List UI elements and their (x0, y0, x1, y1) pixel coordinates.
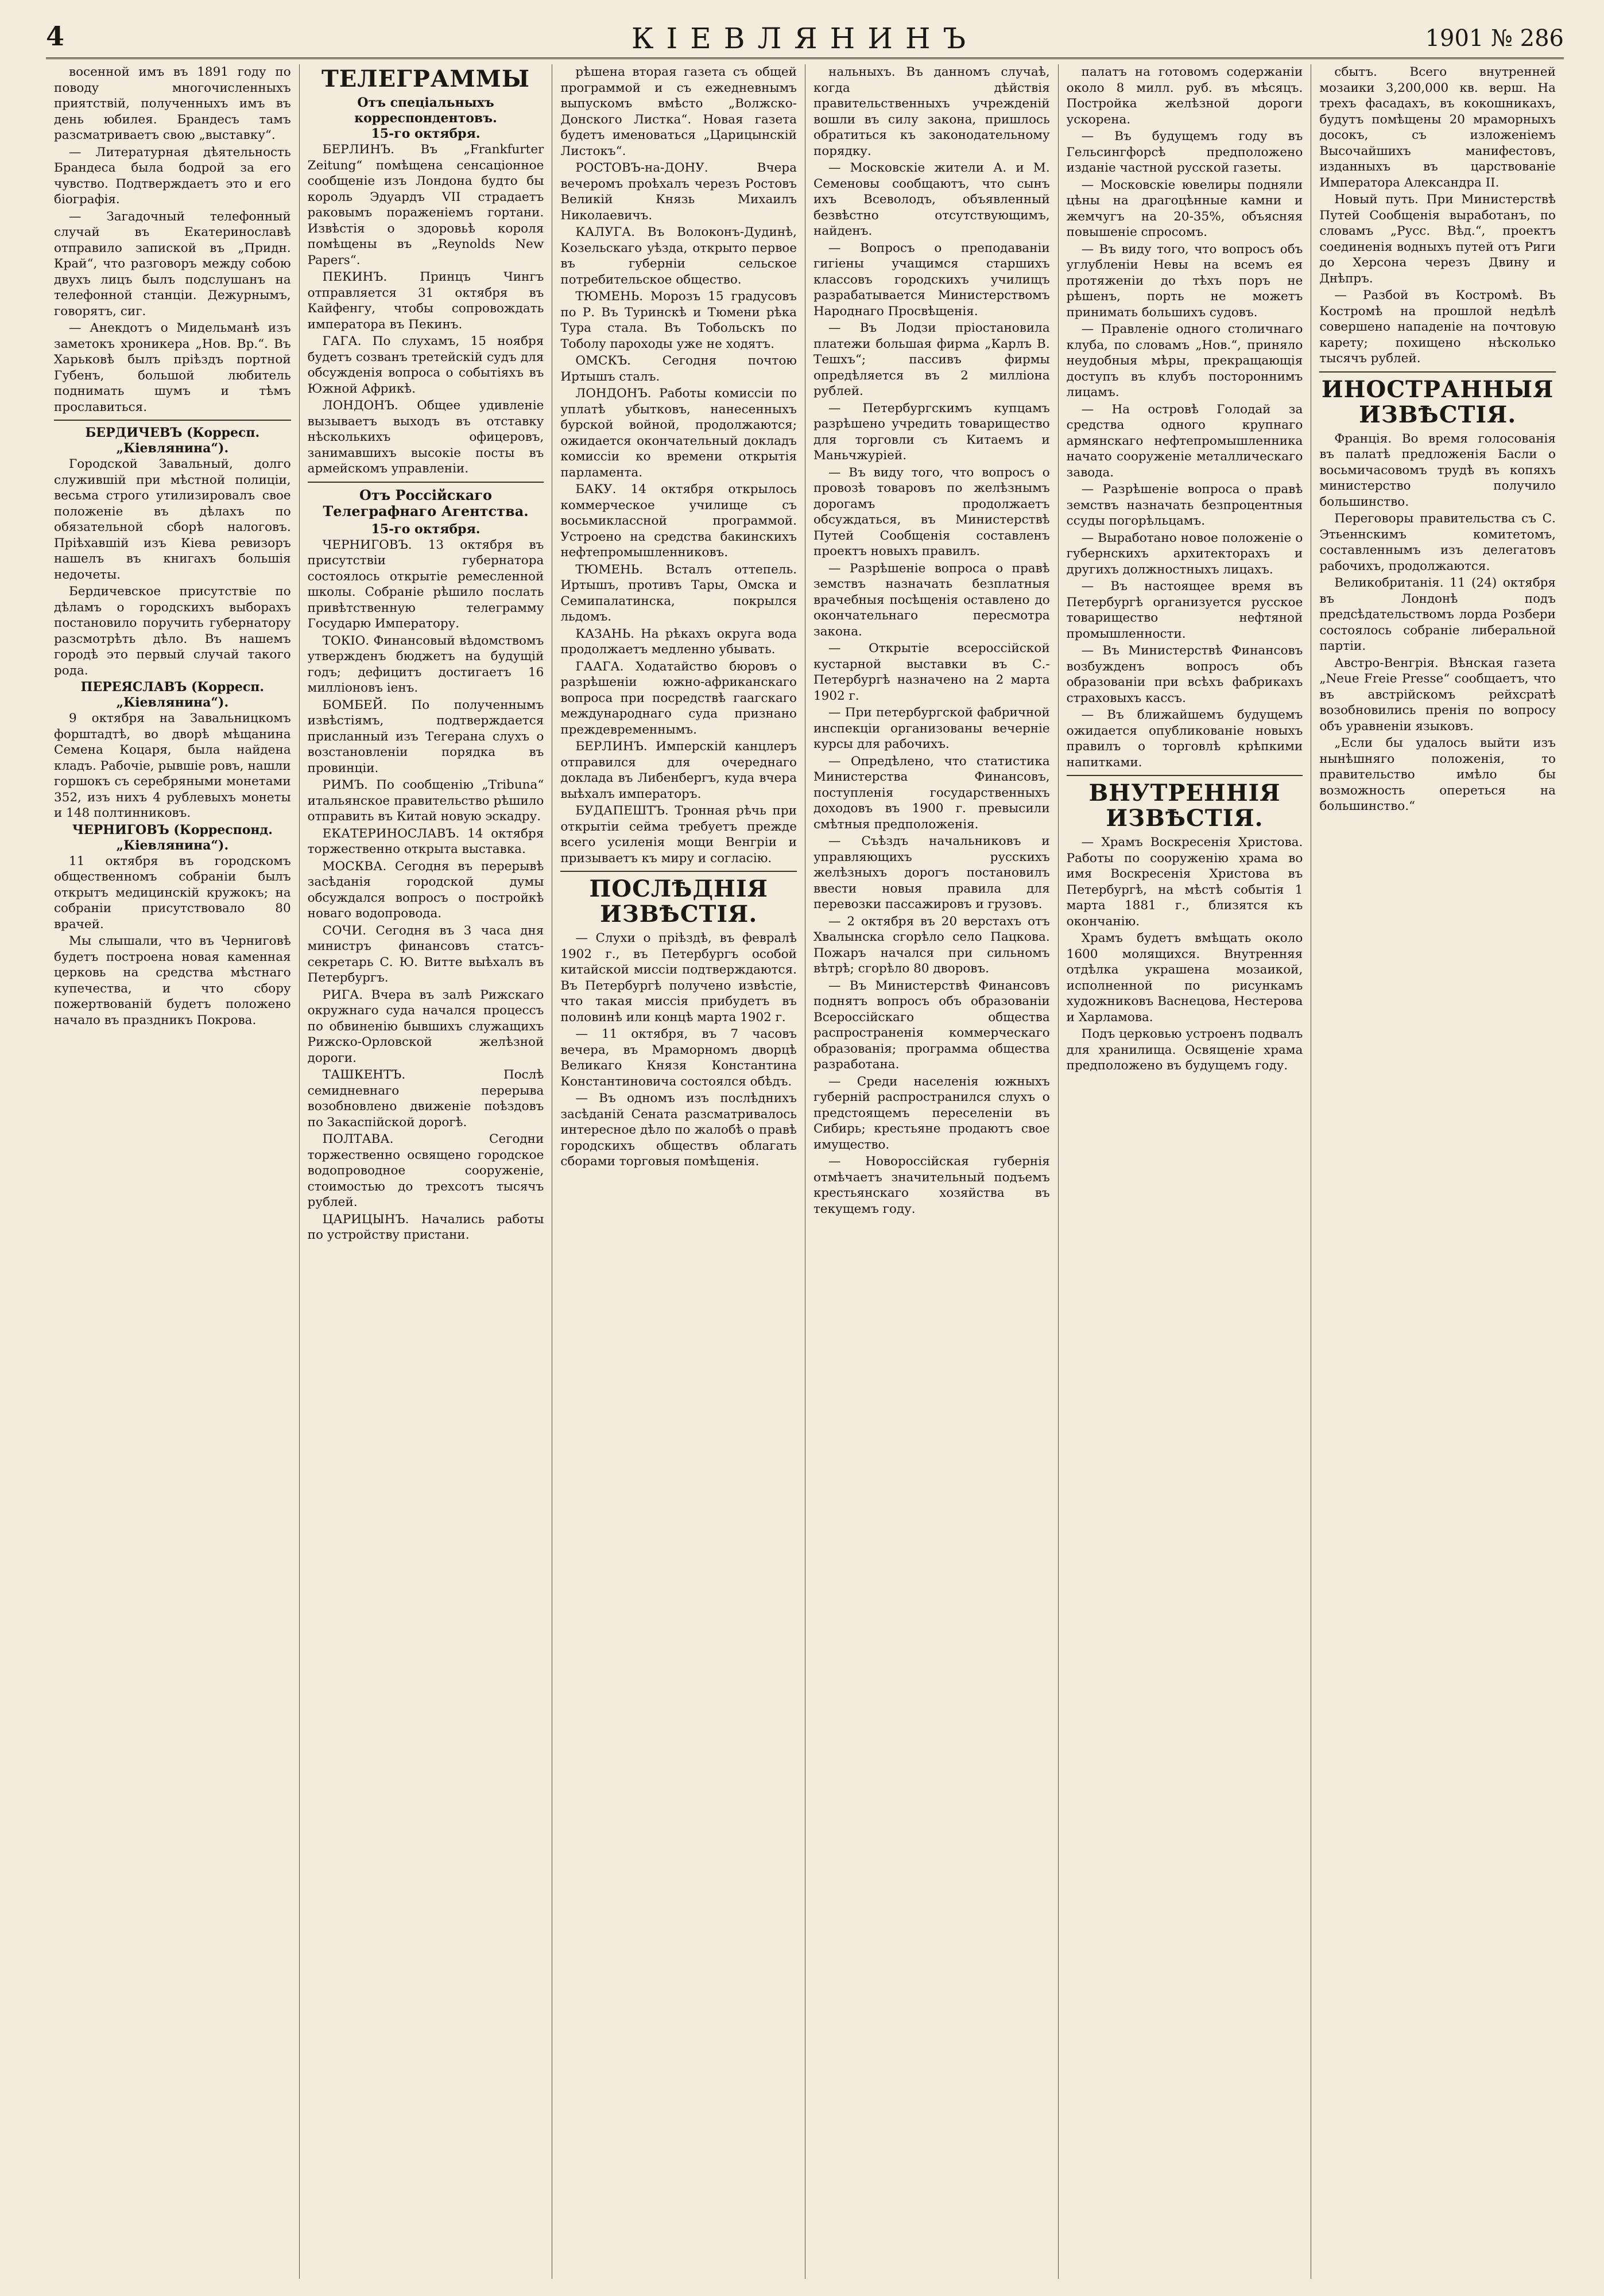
news-paragraph: — Московскіе жители А. и М. Семеновы сообщаютъ, что сынъ ихъ Всеволодъ, объявленный безвѣстно отсутствующимъ, найденъ. (813, 161, 1050, 238)
telegram-paragraph: КАЛУГА. Въ Волоконъ-Дудинѣ, Козельскаго уѣзда, открыто первое въ губерніи сельское потребительское общество. (560, 225, 797, 287)
news-paragraph: — Разбой въ Костромѣ. Въ Костромѣ на прошлой недѣлѣ совершено нападеніе на почтовую карету; похищено нѣсколько тысячъ рублей. (1319, 288, 1556, 366)
telegram-paragraph: БУДАПЕШТЪ. Тронная рѣчь при открытіи сейма требуетъ прежде всего усиленія мощи Венгріи и призываетъ къ миру и согласію. (560, 804, 797, 866)
news-paragraph: — Новороссійская губернія отмѣчаетъ значительный подъемъ крестьянскаго хозяйства въ текущемъ году. (813, 1154, 1050, 1216)
news-paragraph: сбытъ. Всего внутренней мозаики 3,200,000 кв. верш. На трехъ фасадахъ, въ кокошникахъ, будутъ помѣщены 20 мраморныхъ досокъ, съ изложеніемъ Высочайшихъ манифестовъ, изданныхъ въ царствованіе Императора Александра II. (1319, 65, 1556, 190)
column-6 (1311, 64, 1564, 2279)
telegram-paragraph: БЕРЛИНЪ. Имперскій канцлеръ отправился для очереднаго доклада въ Либенбергъ, куда вчера выѣхалъ императоръ. (560, 739, 797, 801)
news-paragraph: — Въ виду того, что вопросъ объ углубленіи Невы на всемъ ея протяженіи до тѣхъ поръ не рѣшенъ, порть не можетъ принимать большихъ судовъ. (1066, 242, 1303, 320)
article-paragraph: 9 октября на Завальницкомъ форштадтѣ, во дворѣ мѣщанина Семена Коцаря, была найдена кладъ. Рабочіе, рывшіе ровъ, нашли горшокъ съ серебряными монетами 352, изъ нихъ 4 рублевыхъ монеты и 148 полтинниковъ. (54, 711, 291, 820)
article-paragraph: — Литературная дѣятельность Брандеса была бодрой за его чувство. Подтверждаетъ это и его біографія. (54, 145, 291, 207)
news-paragraph: Храмъ будетъ вмѣщать около 1600 молящихся. Внутренняя отдѣлка украшена мозаикой, исполненной по рисункамъ художниковъ Васнецова, Нестерова и Харламова. (1066, 931, 1303, 1025)
news-paragraph: — Петербургскимъ купцамъ разрѣшено учредить товарищество для торговли съ Китаемъ и Маньчжуріей. (813, 401, 1050, 463)
telegram-paragraph: КАЗАНЬ. На рѣкахъ округа вода продолжаетъ медленно убывать. (560, 626, 797, 657)
article-paragraph: Бердичевское присутствіе по дѣламъ о городскихъ выборахъ постановило поручить губернатору разсмотрѣть дѣло. Въ нашемъ городѣ это первый случай такого рода. (54, 584, 291, 678)
news-paragraph: — Въ настоящее время въ Петербургѣ организуется русское товарищество нефтяной промышленности. (1066, 579, 1303, 641)
telegram-paragraph: РИГА. Вчера въ залѣ Рижскаго окружнаго суда начался процессъ по обвиненію бывшихъ служащихъ Рижско-Орловской желѣзной дороги. (307, 987, 544, 1065)
news-paragraph: — Среди населенія южныхъ губерній распространился слухъ о предстоящемъ переселеніи въ Сибирь; крестьяне продаютъ свое имущество. (813, 1074, 1050, 1152)
divider (54, 420, 291, 421)
news-paragraph: Новый путь. При Министерствѣ Путей Сообщенія выработанъ, по словамъ „Русс. Вѣд.“, проектъ соединенія водныхъ путей отъ Риги до Херсона черезъ Двину и Днѣпръ. (1319, 192, 1556, 286)
column-2 (299, 64, 552, 2279)
column-5 (1058, 64, 1311, 2279)
telegram-paragraph: ПЕКИНЪ. Принцъ Чингъ отправляется 31 октября въ Кайфенгу, чтобы сопровождать императора въ Пекинъ. (307, 270, 544, 332)
news-paragraph: — Въ ближайшемъ будущемъ ожидается опубликованіе новыхъ правилъ о торговлѣ крѣпкими напитками. (1066, 708, 1303, 770)
news-paragraph: — При петербургской фабричной инспекціи организованы вечерніе курсы для рабочихъ. (813, 705, 1050, 751)
foreign-news-heading: ИНОСТРАННЫЯ ИЗВѢСТІЯ. (1321, 375, 1554, 428)
internal-news-heading: ВНУТРЕННІЯ ИЗВѢСТІЯ. (1088, 779, 1281, 832)
telegram-paragraph: ТАШКЕНТЪ. Послѣ семидневнаго перерыва возобновлено движеніе поѣздовъ по Закаспійской дорогѣ. (307, 1068, 544, 1130)
section-subheading: Отъ Россійскаго Телеграфнаго Агентства. (323, 486, 529, 519)
telegram-paragraph: ТЮМЕНЬ. Морозъ 15 градусовъ по Р. Въ Туринскѣ и Тюмени рѣка Тура стала. Въ Тобольскъ по Тоболу пароходы уже не ходятъ. (560, 289, 797, 351)
section-heading: ПЕРЕЯСЛАВЪ (Корресп. „Кіевлянина“). (80, 680, 265, 710)
news-paragraph: Переговоры правительства съ С. Этьеннскимъ комитетомъ, составленнымъ изъ делегатовъ рабочихъ, продолжаются. (1319, 511, 1556, 573)
telegram-paragraph: ТЮМЕНЬ. Всталъ оттепель. Иртышъ, противъ Тары, Омска и Семипалатинска, покрылся льдомъ. (560, 562, 797, 624)
news-paragraph: Австро-Венгрія. Вѣнская газета „Neue Freie Presse“ сообщаетъ, что въ австрійскомъ рейхсратѣ возобновились пренія по вопросу объ уравненіи языковъ. (1319, 656, 1556, 734)
article-paragraph: 11 октября въ городскомъ общественномъ собраніи былъ открытъ медицинскій кружокъ; на собраніи присутствовало 80 врачей. (54, 854, 291, 932)
page-number: 4 (46, 21, 65, 52)
news-paragraph: — Разрѣшеніе вопроса о правѣ земствъ назначать безпроцентныя ссуды погорѣльцамъ. (1066, 482, 1303, 528)
telegram-paragraph: ЦАРИЦЫНЪ. Начались работы по устройству пристани. (307, 1212, 544, 1242)
news-paragraph: — Разрѣшеніе вопроса о правѣ земствъ назначать безплатныя врачебныя посѣщенія оставлено до окончательнаго пересмотра закона. (813, 561, 1050, 639)
news-paragraph: палатъ на готовомъ содержаніи около 8 милл. руб. въ мѣсяцъ. Постройка желѣзной дороги ускорена. (1066, 65, 1303, 127)
telegram-paragraph: ЛОНДОНЪ. Общее удивленіе вызываетъ выходъ въ отставку нѣсколькихъ офицеровъ, занимавшихъ высокіе посты въ армейскомъ управленіи. (307, 398, 544, 476)
date-heading: 15-го октября. (371, 521, 481, 537)
date-heading: 15-го октября. (371, 126, 481, 141)
telegram-paragraph: ЕКАТЕРИНОСЛАВЪ. 14 октября торжественно открыта выставка. (307, 826, 544, 856)
telegram-paragraph: ЧЕРНИГОВЪ. 13 октября въ присутствіи губернатора состоялось открытіе ремесленной школы. Собраніе рѣшило послать привѣтственную телеграмму Государю Императору. (307, 537, 544, 631)
news-paragraph: — Вопросъ о преподаваніи гигіены учащимся старшихъ классовъ городскихъ училищъ разрабатывается Министерствомъ Народнаго Просвѣщенія. (813, 241, 1050, 319)
issue-number: 1901 № 286 (1425, 25, 1564, 52)
news-paragraph: нальныхъ. Въ данномъ случаѣ, когда дѣйствія правительственныхъ учрежденій вошли въ силу закона, пришлось обратиться къ законодательному порядку. (813, 65, 1050, 158)
article-paragraph: Мы слышали, что въ Черниговѣ будетъ построена новая каменная церковь на средства мѣстнаго купечества, и что сбору пожертвованій будетъ положено начало въ праздникъ Покрова. (54, 934, 291, 1027)
divider (1319, 371, 1556, 373)
article-paragraph: — Анекдотъ о Мидельманѣ изъ заметокъ хроникера „Нов. Вр.“. Въ Харьковѣ былъ пріѣздъ портной Губенъ, большой любитель поднимать шумъ и тѣмъ прославиться. (54, 321, 291, 414)
latest-news-heading: ПОСЛѢДНІЯ ИЗВѢСТІЯ. (589, 875, 768, 928)
telegram-paragraph: БОМБЕЙ. По полученнымъ извѣстіямъ, подтверждается присланный изъ Тегерана слухъ о возстановленіи порядка въ провинціи. (307, 697, 544, 775)
article-paragraph: Городской Завальный, долго служившій при мѣстной полиціи, весьма строго утилизировалъ свое положеніе въ дѣлахъ по обязательной сборѣ налоговъ. Пріѣхавшій изъ Кіева ревизоръ нашелъ въ книгахъ большія недочеты. (54, 457, 291, 582)
news-paragraph: — 11 октября, въ 7 часовъ вечера, въ Мраморномъ дворцѣ Великаго Князя Константина Константиновича состоялся обѣдъ. (560, 1027, 797, 1089)
news-paragraph: Подъ церковью устроенъ подвалъ для хранилища. Освященіе храма предположено въ будущемъ году. (1066, 1027, 1303, 1073)
telegram-paragraph: ГААГА. Ходатайство бюровъ о разрѣшеніи южно-африканскаго вопроса при посредствѣ гаагскаго международнаго суда признано преждевременнымъ. (560, 659, 797, 737)
news-paragraph: — Въ одномъ изъ послѣднихъ засѣданій Сената разсматривалось интересное дѣло по жалобѣ о правѣ городскихъ обществъ облагать сборами торговыя помѣщенія. (560, 1091, 797, 1169)
telegram-paragraph: МОСКВА. Сегодня въ перерывѣ засѣданія городской думы обсуждался вопросъ о постройкѣ новаго водопровода. (307, 859, 544, 921)
news-paragraph: — Въ Лодзи пріостановила платежи большая фирма „Карлъ В. Тешхъ“; пассивъ фирмы опредѣляется въ 2 милліона рублей. (813, 321, 1050, 398)
newspaper-title: КІЕВЛЯНИНЪ (631, 22, 979, 55)
telegram-paragraph: РОСТОВЪ-на-ДОНУ. Вчера вечеромъ проѣхалъ черезъ Ростовъ Великій Князь Михаилъ Николаевичъ. (560, 161, 797, 223)
news-paragraph: — Открытіе всероссійской кустарной выставки въ С.-Петербургѣ назначено на 2 марта 1902 г. (813, 641, 1050, 703)
news-paragraph: „Если бы удалось выйти изъ нынѣшняго положенія, то правительство имѣло бы возможность опереться на большинство.“ (1319, 736, 1556, 813)
news-paragraph: — Опредѣлено, что статистика Министерства Финансовъ, поступленія государственныхъ доходовъ въ 1900 г. превысили смѣтныя предположенія. (813, 754, 1050, 832)
news-paragraph: — 2 октября въ 20 верстахъ отъ Хвалынска сгорѣло село Пацкова. Пожаръ начался при сильномъ вѣтрѣ; сгорѣло 80 дворовъ. (813, 914, 1050, 976)
news-paragraph: Франція. Во время голосованія въ палатѣ предложенія Басли о восьмичасовомъ трудѣ въ копяхъ министерство получило большинство. (1319, 431, 1556, 509)
telegrams-heading: ТЕЛЕГРАММЫ (321, 65, 530, 92)
news-paragraph: — Московскіе ювелиры подняли цѣны на драгоцѣнные камни и жемчугъ на 20-35%, объясняя повышеніе спросомъ. (1066, 177, 1303, 239)
news-paragraph: — Въ Министерствѣ Финансовъ поднятъ вопросъ объ образованіи Всероссійскаго общества распространенія коммерческаго образованія; программа общества разработана. (813, 978, 1050, 1072)
divider (1067, 775, 1303, 776)
columns (46, 64, 1564, 2279)
news-paragraph: — Въ будущемъ году въ Гельсингфорсѣ предположено изданіе частной русской газеты. (1066, 129, 1303, 175)
column-1 (46, 64, 299, 2279)
column-3 (552, 64, 805, 2279)
news-paragraph: Великобританія. 11 (24) октября въ Лондонѣ подъ предсѣдательствомъ лорда Розбери состоялось собраніе либеральной партіи. (1319, 576, 1556, 653)
telegram-paragraph: ОМСКЪ. Сегодня почтою Иртышъ сталъ. (560, 354, 797, 384)
telegram-paragraph: ПОЛТАВА. Сегодни торжественно освящено городское водопроводное сооруженіе, стоимостью до трехсотъ тысячъ рублей. (307, 1132, 544, 1209)
news-paragraph: — Выработано новое положеніе о губернскихъ архитекторахъ и другихъ должностныхъ лицахъ. (1066, 530, 1303, 577)
masthead (46, 11, 1564, 59)
news-paragraph: — Храмъ Воскресенія Христова. Работы по сооруженію храма во имя Воскресенія Христова въ Петербургѣ, на мѣстѣ событія 1 марта 1881 г., близятся къ окончанію. (1066, 835, 1303, 929)
news-paragraph: — Слухи о пріѣздѣ, въ февралѣ 1902 г., въ Петербургъ особой китайской миссіи подтверждаются. Въ Петербургѣ получено извѣстіе, что такая миссія прибудетъ въ половинѣ или концѣ марта 1902 г. (560, 931, 797, 1025)
telegram-paragraph: ЛОНДОНЪ. Работы комиссіи по уплатѣ убытковъ, нанесенныхъ бурской войной, продолжаются; ожидается окончательный докладъ комиссіи ко времени открытія парламента. (560, 386, 797, 480)
section-heading: ЧЕРНИГОВЪ (Корреспонд. „Кіевлянина“). (72, 822, 273, 853)
telegram-paragraph: рѣшена вторая газета съ общей программой и съ ежедневнымъ выпускомъ вмѣсто „Волжско-Донского Листка“. Новая газета будетъ именоваться „Царицынскій Листокъ“. (560, 65, 797, 158)
section-subheading: Отъ спеціальныхъ корреспондентовъ. (354, 95, 497, 126)
telegram-paragraph: РИМЪ. По сообщенію „Tribuna“ итальянское правительство рѣшило отправить въ Китай новую эскадру. (307, 778, 544, 824)
article-paragraph: — Загадочный телефонный случай въ Екатеринославѣ отправило запиской въ „Придн. Край“, что разговоръ между собою двухъ лицъ былъ подслушанъ на телефонной станціи. Дежурнымъ, говорятъ, сиг. (54, 209, 291, 319)
telegram-paragraph: ТОКІО. Финансовый вѣдомствомъ утвержденъ бюджетъ на будущій годъ; дефицитъ достигаетъ 16 милліоновъ іенъ. (307, 633, 544, 695)
telegram-paragraph: БЕРЛИНЪ. Въ „Frankfurter Zeitung“ помѣщена сенсаціонное сообщеніе изъ Лондона будто бы король Эдуардъ VII страдаетъ раковымъ пораженіемъ гортани. Извѣстія о здоровьѣ короля помѣщены въ „Reynolds New Papers“. (307, 142, 544, 267)
news-paragraph: — Въ Министерствѣ Финансовъ возбужденъ вопросъ объ образованіи при всѣхъ фабрикахъ страховыхъ кассъ. (1066, 643, 1303, 705)
divider (308, 482, 544, 483)
news-paragraph: — Въ виду того, что вопросъ о провозѣ товаровъ по желѣзнымъ дорогамъ продолжаетъ обсуждаться, въ Министерствѣ Путей Сообщенія составленъ проектъ новыхъ правилъ. (813, 465, 1050, 559)
news-paragraph: — Съѣздъ начальниковъ и управляющихъ русскихъ желѣзныхъ дорогъ постановилъ ввести новыя правила для перевозки пассажировъ и грузовъ. (813, 834, 1050, 912)
telegram-paragraph: БАКУ. 14 октября открылось коммерческое училище съ восьмиклассной программой. Устроено на средства бакинскихъ нефтепромышленниковъ. (560, 482, 797, 560)
article-paragraph: восенной имъ въ 1891 году по поводу многочисленныхъ приятствій, полученныхъ имъ въ день юбилея. Брандесъ тамъ разсматриваетъ свою „выставку“. (54, 65, 291, 142)
section-heading: БЕРДИЧЕВЪ (Корресп. „Кіевлянина“). (85, 425, 260, 456)
column-4 (805, 64, 1058, 2279)
telegram-paragraph: ГАГА. По слухамъ, 15 ноября будетъ созванъ третейскій судъ для обсужденія вопроса о событіяхъ въ Южной Африкѣ. (307, 334, 544, 396)
news-paragraph: — Правленіе одного столичнаго клуба, по словамъ „Нов.“, приняло неудобныя мѣры, прекращающія доступъ въ клубъ постороннимъ лицамъ. (1066, 322, 1303, 400)
divider (560, 871, 797, 872)
telegram-paragraph: СОЧИ. Сегодня въ 3 часа дня министръ финансовъ статсъ-секретарь С. Ю. Витте выѣхалъ въ Петербургъ. (307, 923, 544, 985)
news-paragraph: — На островѣ Голодай за средства одного крупнаго армянскаго нефтепромышленника начато сооруженіе металлическаго завода. (1066, 402, 1303, 480)
